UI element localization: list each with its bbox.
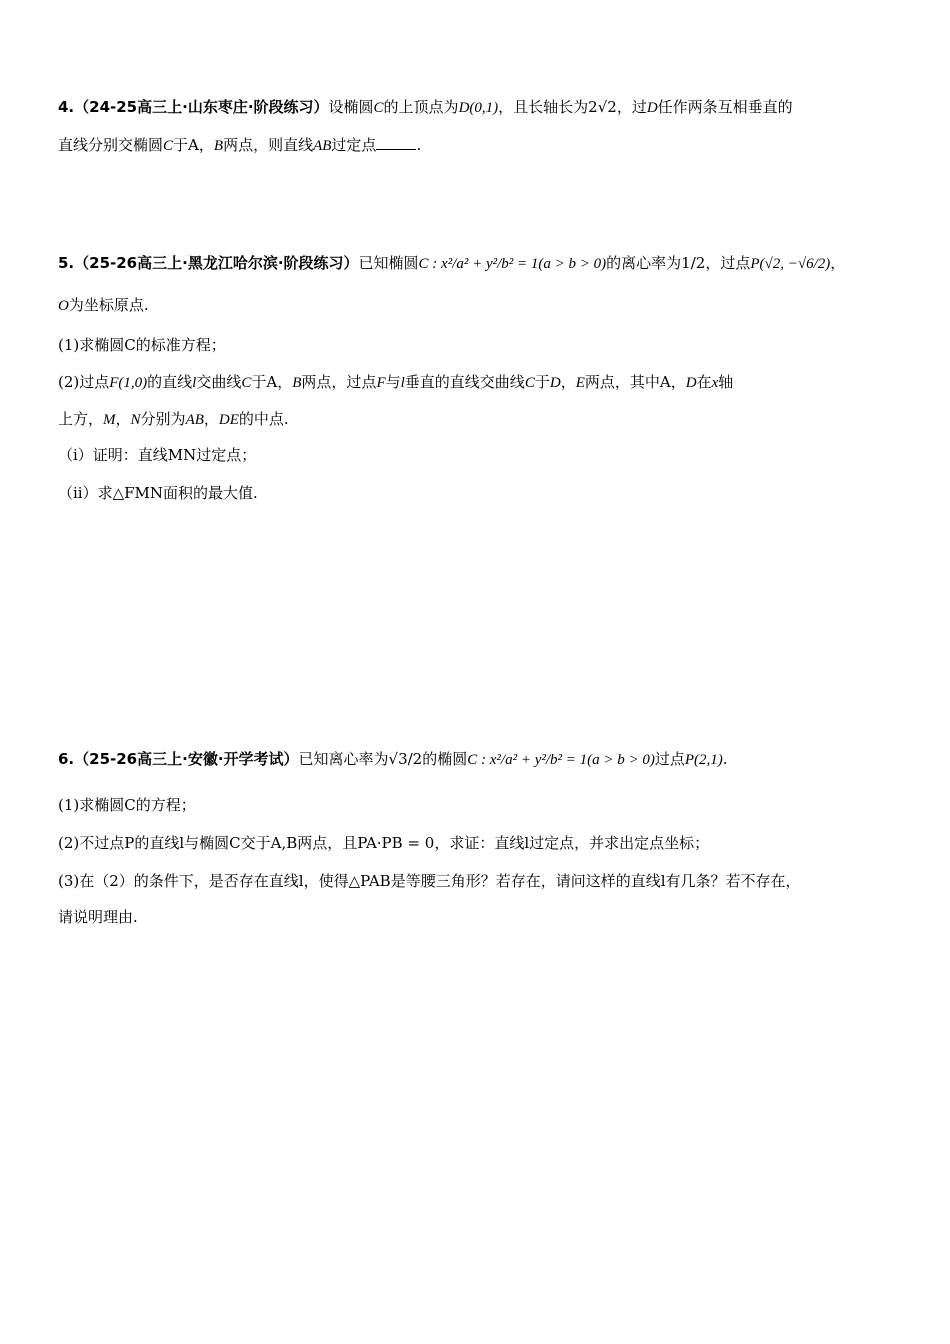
question-2-line-1: (2)过点F(1,0)的直线l交曲线C于A，B两点，过点F与l垂直的直线交曲线C于D，E两点，其中A，D在x轴 <box>58 373 734 391</box>
problem-4-line-2 <box>58 134 421 157</box>
text: 的离心率为 <box>606 254 682 272</box>
question-3-line-2: 请说明理由. <box>58 908 138 926</box>
var: B <box>213 138 224 154</box>
var: F(1,0) <box>109 375 148 391</box>
point: P(2,1) <box>684 752 723 768</box>
problem-source: （25-26高三上·黑龙江哈尔滨·阶段练习） <box>74 254 359 272</box>
var: C <box>373 100 384 116</box>
text: ，且长轴长为 <box>498 98 589 116</box>
var: x <box>711 375 719 391</box>
var: F <box>376 375 386 391</box>
text: 在 <box>696 373 712 391</box>
var: N <box>130 412 141 428</box>
ellipse-equation: C : x²/a² + y²/b² = 1(a > b > 0) <box>467 752 655 768</box>
text: 过点 <box>654 750 685 768</box>
eccentricity: 1/2 <box>681 254 706 272</box>
text: 两点，则直线 <box>223 136 314 154</box>
var: M <box>103 412 116 428</box>
text: 已知离心率为 <box>298 750 389 768</box>
var: C <box>524 375 535 391</box>
question-2-i: （i）证明：直线MN过定点； <box>58 446 257 464</box>
text: ，过 <box>616 98 647 116</box>
problem-5-line-1 <box>58 252 845 275</box>
question-3-line-1: (3)在（2）的条件下，是否存在直线l，使得△PAB是等腰三角形？若存在，请问这样的直线l有几条？若不存在， <box>58 872 801 890</box>
text: 为坐标原点. <box>68 296 149 314</box>
point: P(√2, −√6/2) <box>750 256 831 272</box>
text: 已知椭圆 <box>358 254 419 272</box>
var: AB <box>313 138 332 154</box>
text: . <box>722 750 728 768</box>
var: E <box>575 375 585 391</box>
var: D <box>549 375 561 391</box>
text: 与 <box>385 373 401 391</box>
question-2-ii: （ii）求△FMN面积的最大值. <box>58 484 258 502</box>
var: A <box>188 136 199 154</box>
text: 轴 <box>718 373 734 391</box>
text: 交曲线 <box>196 373 242 391</box>
answer-blank <box>376 135 416 150</box>
text: ， <box>198 136 214 154</box>
problem-number: 6. <box>58 750 75 768</box>
text: . <box>416 136 422 154</box>
problem-source: （24-25高三上·山东枣庄·阶段练习） <box>74 98 329 116</box>
text: 的直线 <box>147 373 193 391</box>
text: 直线分别交椭圆 <box>58 136 164 154</box>
text: 设椭圆 <box>328 98 374 116</box>
var: C <box>241 375 252 391</box>
problem-4-line-1 <box>58 96 793 119</box>
text: 两点，其中 <box>584 373 660 391</box>
var: D(0,1) <box>458 100 499 116</box>
problem-5-line-2 <box>58 294 149 317</box>
var: D <box>685 375 697 391</box>
text: 分别为 <box>140 410 186 428</box>
text: (2)过点 <box>58 373 110 391</box>
text: 的椭圆 <box>422 750 468 768</box>
math: 2√2 <box>588 98 617 116</box>
text: ，过点 <box>705 254 751 272</box>
question-2-line-2: 上方，M，N分别为AB，DE的中点. <box>58 410 289 428</box>
var: O <box>58 298 69 314</box>
var: A <box>659 373 671 391</box>
problem-number: 4. <box>58 98 75 116</box>
problem-source: （25-26高三上·安徽·开学考试） <box>74 750 299 768</box>
ellipse-equation: C : x²/a² + y²/b² = 1(a > b > 0) <box>418 256 607 272</box>
text: 垂直的直线交曲线 <box>404 373 525 391</box>
problem-number: 5. <box>58 254 75 272</box>
var: D <box>646 100 658 116</box>
text: 过定点 <box>331 136 377 154</box>
var: C <box>163 138 174 154</box>
text: 于 <box>534 373 550 391</box>
text: 的中点. <box>238 410 289 428</box>
text: ， <box>830 254 846 272</box>
text: 的上顶点为 <box>383 98 459 116</box>
text: 上方， <box>58 410 104 428</box>
var: B <box>292 375 302 391</box>
eccentricity: √3/2 <box>388 750 423 768</box>
var: l <box>400 375 405 391</box>
var: l <box>192 375 197 391</box>
var: AB <box>185 412 204 428</box>
var: DE <box>218 412 239 428</box>
question-2: (2)不过点P的直线l与椭圆C交于A,B两点，且PA·PB = 0，求证：直线l过定点，并求出定点坐标； <box>58 834 710 852</box>
problem-6-line-1 <box>58 748 728 771</box>
var: A <box>266 373 278 391</box>
text: 于 <box>173 136 189 154</box>
text: 两点，过点 <box>301 373 377 391</box>
text: 于 <box>251 373 267 391</box>
text: 任作两条互相垂直的 <box>657 98 793 116</box>
question-1: (1)求椭圆C的标准方程； <box>58 336 226 354</box>
question-1: (1)求椭圆C的方程； <box>58 796 196 814</box>
